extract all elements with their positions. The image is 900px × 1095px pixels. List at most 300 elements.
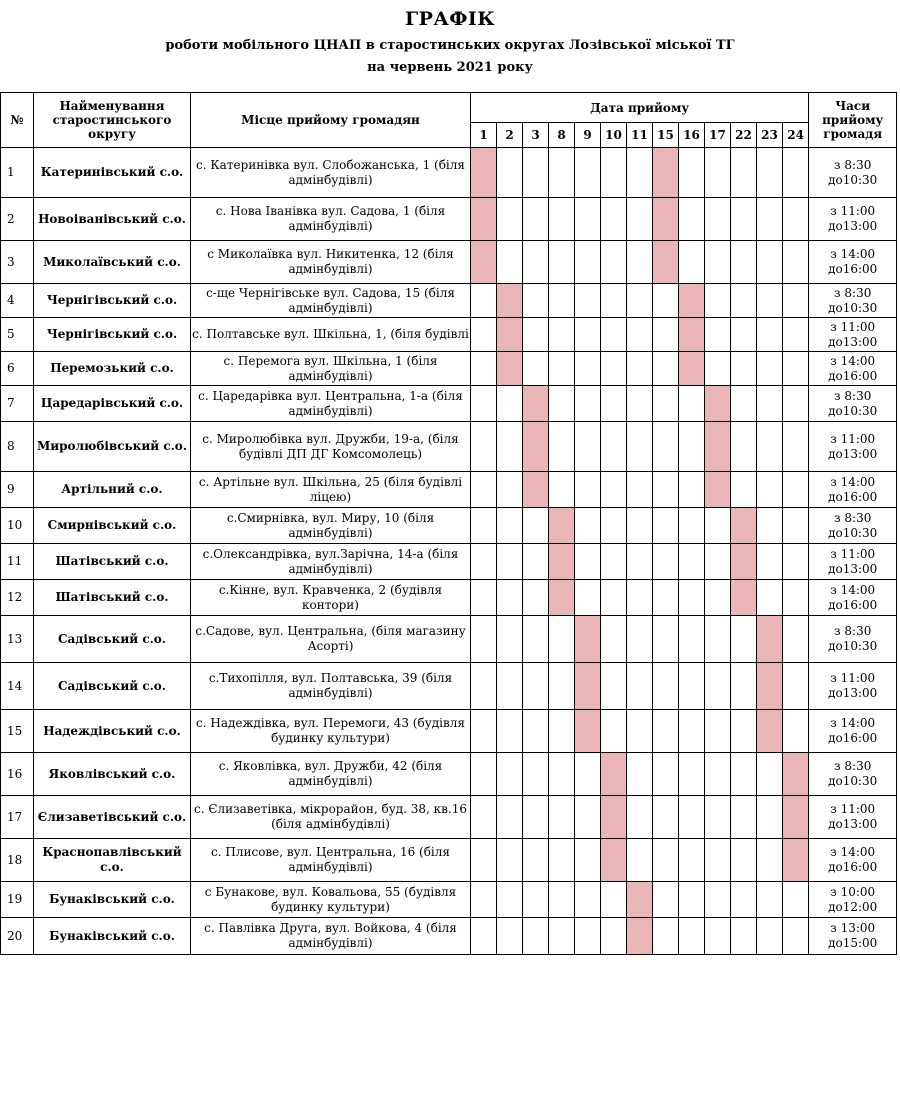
date-cell — [497, 386, 523, 422]
date-cell — [549, 472, 575, 508]
date-cell — [757, 422, 783, 472]
date-cell — [679, 663, 705, 710]
date-cell — [601, 580, 627, 616]
date-cell — [653, 508, 679, 544]
date-cell — [497, 796, 523, 839]
date-cell — [731, 422, 757, 472]
date-cell — [549, 318, 575, 352]
table-row — [1, 882, 897, 918]
reception-place: с. Полтавське вул. Шкільна, 1, (біля будівлі — [191, 318, 471, 352]
date-cell — [497, 882, 523, 918]
date-cell — [627, 544, 653, 580]
row-number: 13 — [1, 616, 34, 663]
date-cell — [731, 352, 757, 386]
reception-hours: з 8:30 до10:30 — [809, 508, 897, 544]
date-cell — [731, 918, 757, 955]
date-cell — [601, 148, 627, 198]
date-cell — [783, 710, 809, 753]
date-cell — [601, 198, 627, 241]
date-cell — [575, 580, 601, 616]
date-cell-active — [575, 663, 601, 710]
date-cell — [757, 544, 783, 580]
reception-hours: з 11:00 до13:00 — [809, 663, 897, 710]
reception-place: с. Миролюбівка вул. Дружби, 19-а, (біля будівлі ДП ДГ Комсомолець) — [191, 422, 471, 472]
date-cell-active — [549, 544, 575, 580]
reception-place: с. Павлівка Друга, вул. Войкова, 4 (біля адмінбудівлі) — [191, 918, 471, 955]
date-cell — [601, 710, 627, 753]
reception-hours: з 14:00 до16:00 — [809, 710, 897, 753]
date-cell — [783, 241, 809, 284]
date-cell — [575, 508, 601, 544]
table-row — [1, 508, 897, 544]
date-cell — [523, 663, 549, 710]
date-cell — [497, 472, 523, 508]
date-cell — [471, 796, 497, 839]
date-cell — [627, 198, 653, 241]
date-cell — [549, 616, 575, 663]
date-cell — [705, 918, 731, 955]
district-name: Чернігівський с.о. — [34, 318, 191, 352]
date-cell — [653, 796, 679, 839]
header-reception-dates: Дата прийому — [471, 93, 809, 123]
reception-hours: з 8:30 до10:30 — [809, 616, 897, 663]
date-cell — [679, 241, 705, 284]
reception-hours: з 11:00 до13:00 — [809, 318, 897, 352]
date-cell-active — [731, 580, 757, 616]
district-name: Царедарівський с.о. — [34, 386, 191, 422]
date-cell — [679, 882, 705, 918]
date-cell — [471, 663, 497, 710]
reception-hours: з 8:30 до10:30 — [809, 148, 897, 198]
date-cell-active — [549, 508, 575, 544]
date-cell — [757, 352, 783, 386]
date-cell-active — [757, 663, 783, 710]
date-cell — [575, 796, 601, 839]
reception-place: с.Смирнівка, вул. Миру, 10 (біля адмінбудівлі) — [191, 508, 471, 544]
date-cell — [757, 386, 783, 422]
date-cell-active — [627, 882, 653, 918]
district-name: Єлизаветівський с.о. — [34, 796, 191, 839]
district-name: Перемозький с.о. — [34, 352, 191, 386]
date-cell — [575, 148, 601, 198]
table-row — [1, 839, 897, 882]
date-cell — [783, 616, 809, 663]
date-cell — [731, 753, 757, 796]
date-cell — [757, 580, 783, 616]
date-cell — [679, 148, 705, 198]
date-cell — [523, 508, 549, 544]
table-row — [1, 663, 897, 710]
date-cell — [653, 352, 679, 386]
date-cell — [549, 882, 575, 918]
date-cell — [757, 148, 783, 198]
day-header: 11 — [627, 123, 653, 148]
reception-hours: з 14:00 до16:00 — [809, 352, 897, 386]
date-cell — [627, 422, 653, 472]
date-cell — [497, 616, 523, 663]
date-cell — [731, 663, 757, 710]
date-cell-active — [731, 508, 757, 544]
reception-hours: з 8:30 до10:30 — [809, 753, 897, 796]
date-cell-active — [497, 318, 523, 352]
date-cell — [601, 472, 627, 508]
table-row — [1, 918, 897, 955]
date-cell — [757, 198, 783, 241]
district-name: Бунаківський с.о. — [34, 882, 191, 918]
date-cell-active — [497, 352, 523, 386]
date-cell — [497, 508, 523, 544]
district-name: Садівський с.о. — [34, 616, 191, 663]
date-cell — [705, 796, 731, 839]
date-cell — [653, 663, 679, 710]
reception-hours: з 11:00 до13:00 — [809, 422, 897, 472]
date-cell — [601, 616, 627, 663]
date-cell — [705, 882, 731, 918]
date-cell-active — [679, 318, 705, 352]
date-cell — [783, 284, 809, 318]
date-cell — [523, 580, 549, 616]
date-cell — [601, 544, 627, 580]
day-header: 10 — [601, 123, 627, 148]
row-number: 11 — [1, 544, 34, 580]
date-cell — [627, 753, 653, 796]
date-cell — [627, 148, 653, 198]
date-cell — [523, 318, 549, 352]
row-number: 8 — [1, 422, 34, 472]
date-cell-active — [575, 616, 601, 663]
date-cell — [471, 386, 497, 422]
reception-place: с. Плисове, вул. Центральна, 16 (біля адмінбудівлі) — [191, 839, 471, 882]
date-cell — [653, 918, 679, 955]
date-cell — [549, 386, 575, 422]
date-cell — [497, 241, 523, 284]
date-cell — [783, 663, 809, 710]
date-cell — [705, 508, 731, 544]
reception-hours: з 13:00 до15:00 — [809, 918, 897, 955]
date-cell-active — [679, 352, 705, 386]
date-cell — [653, 386, 679, 422]
date-cell — [705, 616, 731, 663]
table-row — [1, 616, 897, 663]
date-cell — [497, 710, 523, 753]
document-subtitle: роботи мобільного ЦНАП в старостинських округах Лозівської міської ТГ — [165, 38, 735, 53]
date-cell-active — [549, 580, 575, 616]
reception-place: с.Тихопілля, вул. Полтавська, 39 (біля адмінбудівлі) — [191, 663, 471, 710]
table-row — [1, 148, 897, 198]
row-number: 5 — [1, 318, 34, 352]
date-cell — [575, 198, 601, 241]
table-row — [1, 472, 897, 508]
date-cell — [679, 544, 705, 580]
reception-hours: з 11:00 до13:00 — [809, 198, 897, 241]
date-cell — [731, 198, 757, 241]
district-name: Шатівський с.о. — [34, 580, 191, 616]
date-cell — [627, 839, 653, 882]
date-cell-active — [523, 472, 549, 508]
date-cell-active — [601, 753, 627, 796]
district-name: Артільний с.о. — [34, 472, 191, 508]
table-row — [1, 318, 897, 352]
date-cell — [627, 580, 653, 616]
date-cell — [705, 839, 731, 882]
date-cell — [783, 472, 809, 508]
row-number: 14 — [1, 663, 34, 710]
date-cell-active — [705, 422, 731, 472]
row-number: 15 — [1, 710, 34, 753]
reception-place: с. Перемога вул. Шкільна, 1 (біля адмінбудівлі) — [191, 352, 471, 386]
date-cell — [679, 386, 705, 422]
date-cell — [679, 616, 705, 663]
district-name: Миколаївський с.о. — [34, 241, 191, 284]
reception-hours: з 14:00 до16:00 — [809, 580, 897, 616]
date-cell — [731, 839, 757, 882]
date-cell — [731, 241, 757, 284]
date-cell — [783, 198, 809, 241]
date-cell — [549, 839, 575, 882]
date-cell — [523, 839, 549, 882]
district-name: Катеринівський с.о. — [34, 148, 191, 198]
reception-place: с. Нова Іванівка вул. Садова, 1 (біля адмінбудівлі) — [191, 198, 471, 241]
district-name: Миролюбівський с.о. — [34, 422, 191, 472]
date-cell — [523, 616, 549, 663]
day-header: 8 — [549, 123, 575, 148]
day-header: 17 — [705, 123, 731, 148]
date-cell — [549, 918, 575, 955]
reception-place: с.Садове, вул. Центральна, (біля магазину Асорті) — [191, 616, 471, 663]
row-number: 18 — [1, 839, 34, 882]
date-cell — [757, 753, 783, 796]
row-number: 20 — [1, 918, 34, 955]
date-cell — [627, 386, 653, 422]
date-cell — [679, 710, 705, 753]
date-cell — [627, 241, 653, 284]
date-cell — [471, 318, 497, 352]
district-name: Краснопавлівський с.о. — [34, 839, 191, 882]
date-cell — [731, 472, 757, 508]
row-number: 1 — [1, 148, 34, 198]
date-cell — [601, 918, 627, 955]
row-number: 4 — [1, 284, 34, 318]
date-cell — [523, 352, 549, 386]
date-cell — [653, 882, 679, 918]
reception-place: с. Надеждівка, вул. Перемоги, 43 (будівля будинку культури) — [191, 710, 471, 753]
date-cell — [705, 318, 731, 352]
date-cell — [601, 882, 627, 918]
date-cell-active — [757, 710, 783, 753]
date-cell — [471, 352, 497, 386]
date-cell-active — [653, 241, 679, 284]
date-cell — [757, 472, 783, 508]
date-cell-active — [627, 918, 653, 955]
date-cell — [471, 753, 497, 796]
date-cell — [757, 508, 783, 544]
date-cell — [653, 422, 679, 472]
date-cell — [757, 796, 783, 839]
date-cell-active — [731, 544, 757, 580]
date-cell — [523, 918, 549, 955]
date-cell — [627, 352, 653, 386]
date-cell — [575, 472, 601, 508]
date-cell — [471, 544, 497, 580]
district-name: Чернігівський с.о. — [34, 284, 191, 318]
date-cell — [575, 544, 601, 580]
date-cell — [471, 918, 497, 955]
date-cell — [471, 508, 497, 544]
date-cell — [497, 663, 523, 710]
date-cell — [497, 580, 523, 616]
date-cell — [731, 148, 757, 198]
table-row — [1, 544, 897, 580]
date-cell — [601, 422, 627, 472]
date-cell-active — [497, 284, 523, 318]
date-cell — [783, 148, 809, 198]
date-cell — [575, 839, 601, 882]
date-cell — [627, 318, 653, 352]
date-cell — [523, 710, 549, 753]
date-cell-active — [471, 241, 497, 284]
date-cell — [627, 663, 653, 710]
date-cell-active — [705, 386, 731, 422]
date-cell — [783, 544, 809, 580]
row-number: 6 — [1, 352, 34, 386]
row-number: 19 — [1, 882, 34, 918]
header-reception-hours: Часи прийому громадя — [809, 93, 897, 148]
date-cell — [705, 284, 731, 318]
date-cell — [653, 544, 679, 580]
date-cell-active — [471, 148, 497, 198]
date-cell — [575, 753, 601, 796]
date-cell — [575, 918, 601, 955]
date-cell — [731, 284, 757, 318]
date-cell — [471, 839, 497, 882]
table-row — [1, 352, 897, 386]
table-row — [1, 198, 897, 241]
reception-place: с Бунакове, вул. Ковальова, 55 (будівля будинку культури) — [191, 882, 471, 918]
row-number: 2 — [1, 198, 34, 241]
date-cell — [653, 580, 679, 616]
date-cell — [705, 663, 731, 710]
date-cell-active — [757, 616, 783, 663]
date-cell — [601, 508, 627, 544]
date-cell — [627, 616, 653, 663]
day-header: 9 — [575, 123, 601, 148]
row-number: 10 — [1, 508, 34, 544]
date-cell — [783, 580, 809, 616]
date-cell — [575, 284, 601, 318]
header-reception-place: Місце прийому громадян — [191, 93, 471, 148]
date-cell — [783, 882, 809, 918]
date-cell — [731, 318, 757, 352]
date-cell — [549, 284, 575, 318]
table-row — [1, 796, 897, 839]
date-cell — [549, 148, 575, 198]
date-cell — [601, 386, 627, 422]
date-cell — [731, 796, 757, 839]
date-cell — [783, 352, 809, 386]
date-cell — [627, 284, 653, 318]
date-cell — [757, 284, 783, 318]
date-cell — [497, 198, 523, 241]
date-cell — [757, 882, 783, 918]
date-cell — [549, 241, 575, 284]
date-cell — [575, 318, 601, 352]
date-cell — [575, 422, 601, 472]
date-cell-active — [653, 198, 679, 241]
date-cell — [783, 422, 809, 472]
date-cell — [549, 710, 575, 753]
date-cell-active — [471, 198, 497, 241]
date-cell — [757, 839, 783, 882]
reception-place: с. Артільне вул. Шкільна, 25 (біля будівлі ліцею) — [191, 472, 471, 508]
date-cell — [783, 918, 809, 955]
date-cell-active — [783, 796, 809, 839]
district-name: Смирнівський с.о. — [34, 508, 191, 544]
row-number: 7 — [1, 386, 34, 422]
table-row — [1, 422, 897, 472]
date-cell — [783, 508, 809, 544]
day-header: 16 — [679, 123, 705, 148]
district-name: Шатівський с.о. — [34, 544, 191, 580]
date-cell — [523, 148, 549, 198]
date-cell-active — [705, 472, 731, 508]
reception-place: с.Кінне, вул. Кравченка, 2 (будівля контори) — [191, 580, 471, 616]
date-cell-active — [601, 839, 627, 882]
date-cell — [731, 710, 757, 753]
date-cell — [705, 148, 731, 198]
date-cell — [549, 198, 575, 241]
date-cell — [653, 472, 679, 508]
day-header: 22 — [731, 123, 757, 148]
date-cell — [705, 544, 731, 580]
document-title: ГРАФІК — [404, 8, 496, 30]
date-cell — [523, 241, 549, 284]
date-cell — [679, 918, 705, 955]
date-cell — [497, 839, 523, 882]
header-district-name: Найменування старостинського округу — [34, 93, 191, 148]
reception-hours: з 10:00 до12:00 — [809, 882, 897, 918]
date-cell-active — [783, 753, 809, 796]
date-cell — [601, 284, 627, 318]
reception-hours: з 8:30 до10:30 — [809, 284, 897, 318]
district-name: Садівський с.о. — [34, 663, 191, 710]
date-cell — [497, 918, 523, 955]
date-cell — [471, 580, 497, 616]
row-number: 16 — [1, 753, 34, 796]
date-cell — [497, 753, 523, 796]
date-cell — [653, 839, 679, 882]
date-cell — [627, 508, 653, 544]
date-cell — [471, 472, 497, 508]
date-cell — [705, 352, 731, 386]
reception-place: с. Царедарівка вул. Центральна, 1-а (біля адмінбудівлі) — [191, 386, 471, 422]
date-cell — [757, 241, 783, 284]
date-cell — [653, 710, 679, 753]
date-cell-active — [575, 710, 601, 753]
day-header: 1 — [471, 123, 497, 148]
reception-place: с. Катеринівка вул. Слобожанська, 1 (біля адмінбудівлі) — [191, 148, 471, 198]
district-name: Бунаківський с.о. — [34, 918, 191, 955]
district-name: Яковлівський с.о. — [34, 753, 191, 796]
date-cell — [679, 796, 705, 839]
date-cell — [783, 318, 809, 352]
date-cell — [523, 544, 549, 580]
date-cell — [523, 284, 549, 318]
date-cell — [679, 580, 705, 616]
date-cell — [549, 422, 575, 472]
date-cell-active — [523, 422, 549, 472]
date-cell — [627, 472, 653, 508]
document-period: на червень 2021 року — [367, 60, 533, 75]
